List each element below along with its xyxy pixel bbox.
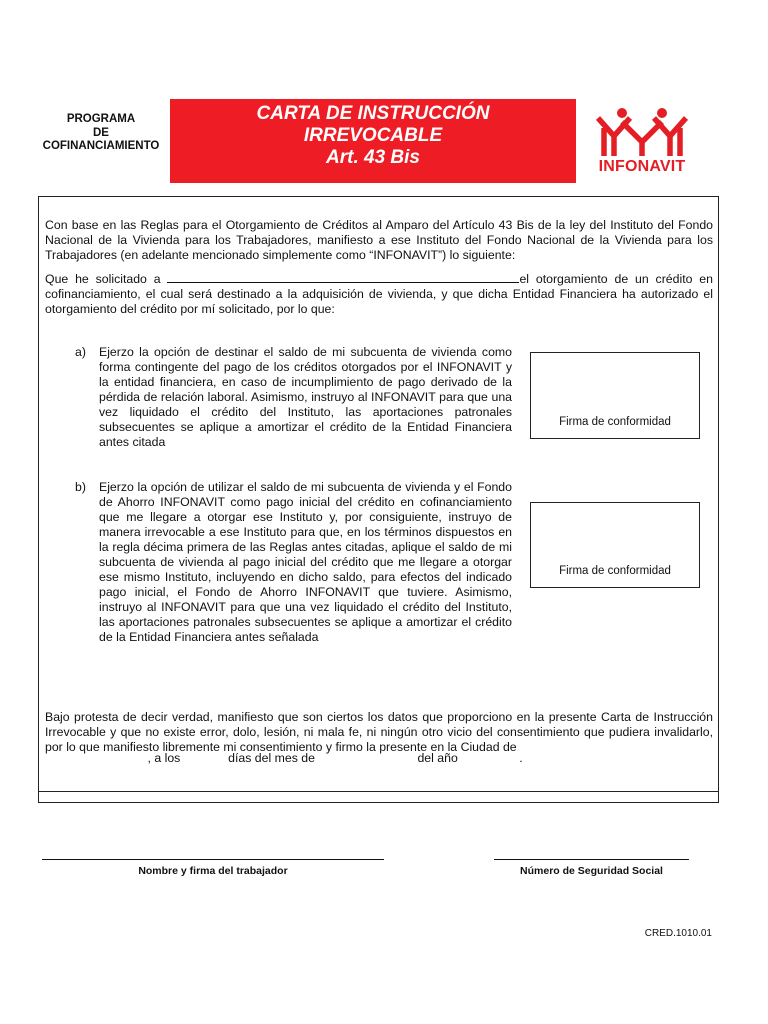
title-line-2: IRREVOCABLE [303,125,443,146]
option-b-letter: b) [75,480,86,494]
signature-label-a: Firma de conformidad [559,416,671,428]
date-line: , a los días del mes de del año . [45,751,523,765]
intro-paragraph: Con base en las Reglas para el Otorgamiento de Créditos al Amparo del Artículo 43 Bis de la ley del Instituto del Fondo Nacional de la Vivienda para los Trabajadores, manifiesto a ese Instituto del Fondo Nacional de la Vivienda para los Trabajadores (en adelante mencionado simplemente como “INFONAVIT”) lo siguiente: [45,218,713,262]
signature-box-b[interactable] [530,502,700,588]
title-line-1: CARTA DE INSTRUCCIÓN [256,103,490,124]
option-b-text: Ejerzo la opción de utilizar el saldo de mi subcuenta de vivienda y el Fondo de Ahorro INFONAVIT como pago inicial del crédito en cofinanciamiento que me llegare a otorgar ese Instituto y, por consiguiente, instruyo de manera irrevocable a ese Instituto para que, en los términos dispuestos en la regla décima primera de las Reglas antes citadas, aplique el saldo de mi subcuenta de vivienda al pago inicial del crédito que me llegare a otorgar ese mismo Instituto, incluyendo en dicho saldo, para efectos del indicado pago inicial, el Fondo de Ahorro INFONAVIT que tuviere. Asimismo, instruyo al INFONAVIT para que una vez liquidado el crédito del Instituto, las aportaciones patronales subsecuentes se aplique a amortizar el crédito de la Entidad Financiera antes señalada [99,480,512,644]
request-paragraph [45,272,713,317]
program-line-1: PROGRAMA [66,113,136,125]
declaration-paragraph: Bajo protesta de decir verdad, manifiesto que son ciertos los datos que proporciono en la presente Carta de Instrucción Irrevocable y que no existe error, dolo, lesión, ni mala fe, ni ningún otro vicio del consentimiento que pudiera invalidarlo, por lo que manifiesto libremente mi consentimiento y firmo la presente en la Ciudad de [45,710,713,754]
signature-label-b: Firma de conformidad [559,565,671,577]
social-security-label: Número de Seguridad Social [520,865,663,877]
option-a-text: Ejerzo la opción de destinar el saldo de mi subcuenta de vivienda como forma contingente del pago de los créditos otorgados por el INFONAVIT y la entidad financiera, en caso de incumplimiento de pago derivado de la pérdida de relación laboral. Asimismo, instruyo al INFONAVIT para que una vez liquidado el crédito del Instituto, las aportaciones patronales subsecuentes se aplique a amortizar el crédito de la Entidad Financiera antes citada [99,345,512,449]
title-line-3: Art. 43 Bis [326,147,420,168]
infonavit-emblem-icon [592,104,692,158]
worker-signature-label: Nombre y firma del trabajador [138,865,288,877]
request-suffix: l otorgamiento de un crédito en cofinanciamiento, el cual será destinado a la adquisición de vivienda, y que dicha Entidad Financiera ha autorizado el otorgamiento del crédito por mí solicitado, por lo que: [45,272,713,316]
financial-entity-blank[interactable] [167,272,519,283]
option-a-letter: a) [75,345,86,359]
social-security-line[interactable] [494,859,689,860]
request-prefix: Que he solicitado a [45,272,161,286]
request-e: e [519,272,527,286]
infonavit-logo [592,104,692,180]
form-code: CRED.1010.01 [644,928,712,939]
signature-box-a[interactable] [530,352,700,439]
program-line-3: COFINANCIAMIENTO [42,140,160,152]
frame-bottom-divider [38,791,719,792]
document-title-box [170,99,576,183]
logo-wordmark: INFONAVIT [598,158,686,175]
program-line-2: DE [93,126,109,139]
program-heading [30,113,172,154]
worker-signature-line[interactable] [42,859,384,860]
